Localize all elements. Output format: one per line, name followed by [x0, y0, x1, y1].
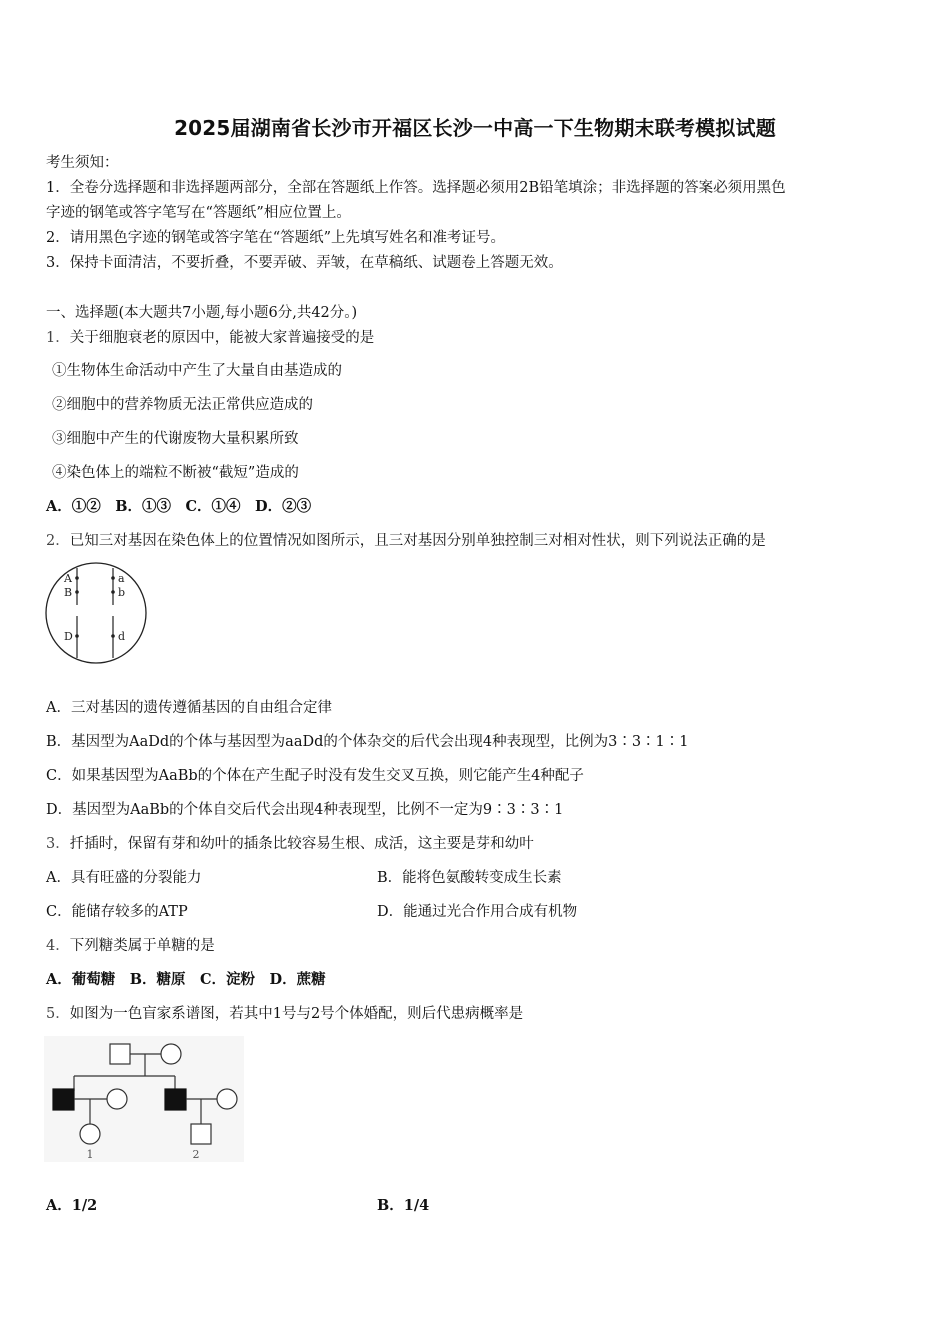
- label-d: d: [118, 630, 126, 643]
- question-number: 4．: [46, 938, 70, 954]
- notice-item-2: 2．请用黑色字迹的钢笔或答字笔在“答题纸”上先填写姓名和准考证号。: [46, 230, 506, 246]
- chromosome-figure: [43, 560, 149, 666]
- question-stem: 如图为一色盲家系谱图，若其中1号与2号个体婚配，则后代患病概率是: [69, 1006, 524, 1022]
- page-title: 2025届湖南省长沙市开福区长沙一中高一下生物期末联考模拟试题: [174, 116, 776, 140]
- question-5: [46, 1004, 523, 1024]
- q2-option-c: C．如果基因型为AaBb的个体在产生配子时没有发生交叉互换，则它能产生4种配子: [46, 768, 584, 784]
- question-2: [46, 531, 766, 551]
- question-stem: 扦插时，保留有芽和幼叶的插条比较容易生根、成活，这主要是芽和幼叶: [69, 836, 534, 852]
- gene-locus-a: [111, 576, 115, 580]
- notice-item-3: 3．保持卡面清洁，不要折叠，不要弄破、弄皱，在草稿纸、试题卷上答题无效。: [46, 255, 563, 271]
- label-individual-1: 1: [86, 1148, 94, 1161]
- pedigree-male-gen1: [110, 1044, 130, 1064]
- q1-options: A．①② B．①③ C．①④ D．②③: [46, 498, 312, 515]
- q5-option-a: A．1/2: [46, 1197, 98, 1214]
- pedigree-affected-male-left: [53, 1089, 74, 1110]
- q2-option-b: B．基因型为AaDd的个体与基因型为aaDd的个体杂交的后代会出现4种表现型，比例为3∶3∶1∶1: [46, 734, 689, 750]
- q3-option-c: C．能储存较多的ATP: [46, 904, 188, 920]
- gene-locus-A: [75, 576, 79, 580]
- gene-locus-B: [75, 590, 79, 594]
- label-individual-2: 2: [192, 1148, 200, 1161]
- notice-heading: 考生须知：: [46, 155, 119, 171]
- question-stem: 关于细胞衰老的原因中，能被大家普遍接受的是: [69, 330, 375, 346]
- statement-1: ①生物体生命活动中产生了大量自由基造成的: [52, 363, 342, 379]
- pedigree-individual-1: [80, 1124, 100, 1144]
- label-a: a: [118, 572, 125, 585]
- question-number: 3．: [46, 836, 70, 852]
- q5-option-b: B．1/4: [377, 1197, 430, 1214]
- q3-option-d: D．能通过光合作用合成有机物: [377, 904, 578, 920]
- pedigree-individual-2: [191, 1124, 211, 1144]
- pedigree-female-spouse-right: [217, 1089, 237, 1109]
- gene-locus-b: [111, 590, 115, 594]
- q4-options: A．葡萄糖 B．糖原 C．淀粉 D．蔗糖: [46, 971, 326, 988]
- question-stem: 已知三对基因在染色体上的位置情况如图所示，且三对基因分别单独控制三对相对性状，则下列说法正确的是: [69, 533, 766, 549]
- label-B: B: [64, 586, 73, 599]
- label-A: A: [64, 572, 72, 585]
- pedigree-chart: [44, 1036, 244, 1162]
- cell-outline: [46, 563, 146, 663]
- gene-locus-D: [75, 634, 79, 638]
- pedigree-female-gen1: [161, 1044, 181, 1064]
- gene-locus-d: [111, 634, 115, 638]
- q3-option-a: A．具有旺盛的分裂能力: [46, 870, 202, 886]
- notice-item-1-cont: 字迹的钢笔或答字笔写在“答题纸”相应位置上。: [46, 205, 351, 221]
- question-4: [46, 936, 215, 956]
- pedigree-female-spouse-left: [107, 1089, 127, 1109]
- statement-2: ②细胞中的营养物质无法正常供应造成的: [52, 397, 313, 413]
- question-1: [46, 328, 374, 348]
- label-D: D: [64, 630, 73, 643]
- label-b: b: [118, 586, 126, 599]
- question-stem: 下列糖类属于单糖的是: [69, 938, 215, 954]
- question-number: 2．: [46, 533, 70, 549]
- q3-option-b: B．能将色氨酸转变成生长素: [377, 870, 562, 886]
- question-3: [46, 834, 534, 854]
- question-number: 5．: [46, 1006, 70, 1022]
- pedigree-affected-male-right: [165, 1089, 186, 1110]
- statement-4: ④染色体上的端粒不断被“截短”造成的: [52, 465, 299, 481]
- q2-option-a: A．三对基因的遗传遵循基因的自由组合定律: [46, 700, 332, 716]
- statement-3: ③细胞中产生的代谢废物大量积累所致: [52, 431, 299, 447]
- question-number: 1．: [46, 330, 70, 346]
- q2-option-d: D．基因型为AaBb的个体自交后代会出现4种表现型，比例不一定为9∶3∶3∶1: [46, 802, 564, 818]
- notice-item-1: 1．全卷分选择题和非选择题两部分，全部在答题纸上作答。选择题必须用2B铅笔填涂；非选择题的答案必须用黑色: [46, 180, 786, 196]
- section-heading: 一、选择题(本大题共7小题,每小题6分,共42分。): [46, 305, 358, 321]
